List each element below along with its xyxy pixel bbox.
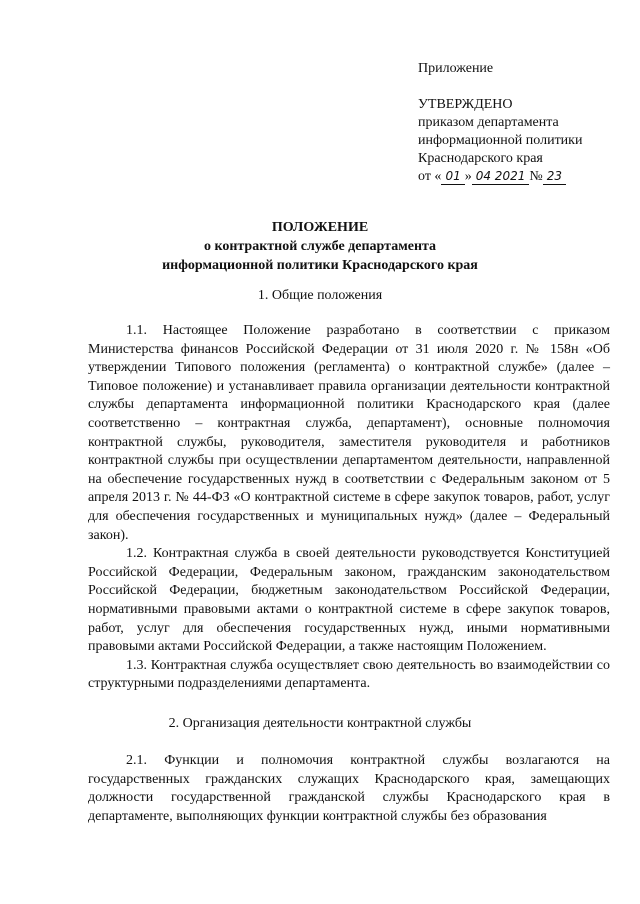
date-day: 01 bbox=[441, 169, 464, 185]
appendix-label: Приложение bbox=[418, 61, 494, 76]
section-1-body bbox=[88, 322, 610, 694]
date-rest: 04 2021 bbox=[472, 169, 530, 185]
section-2-body bbox=[88, 752, 610, 826]
section-2-heading: 2. Организация деятельности контрактной службы bbox=[168, 716, 472, 731]
approval-block bbox=[418, 60, 582, 186]
approval-line-3: Краснодарского края bbox=[418, 151, 543, 166]
paragraph-1-3: 1.3. Контрактная служба осуществляет свою деятельность во взаимодействии со структурными подразделениями департамента. bbox=[88, 657, 610, 692]
approved-label: УТВЕРЖДЕНО bbox=[418, 97, 513, 112]
paragraph-1-2: 1.2. Контрактная служба в своей деятельности руководствуется Конституцией Российской Федерации, Федеральным законом, гражданским законодательством Российской Федерации, бюджетным законодательством Российской Федерации, нормативными правовыми актами о контрактной системе в сфере закупок товаров, работ, услуг для обеспечения государственных нужд, иными нормативными правовыми актами Российской Федерации, а также настоящим Положением. bbox=[88, 546, 610, 655]
spacer bbox=[418, 78, 582, 96]
number-prefix: № bbox=[529, 169, 543, 184]
date-prefix: от « bbox=[418, 169, 442, 184]
approval-line-2: информационной политики bbox=[418, 133, 583, 148]
date-mid: » bbox=[464, 169, 472, 184]
approval-line-1: приказом департамента bbox=[418, 115, 559, 130]
document-title bbox=[0, 218, 640, 275]
approval-date-line bbox=[418, 168, 582, 186]
title-sub-1: о контрактной службе департамента bbox=[203, 239, 437, 254]
title-main: ПОЛОЖЕНИЕ bbox=[271, 220, 369, 235]
order-number: 23 bbox=[543, 169, 566, 185]
title-sub-2: информационной политики Краснодарского края bbox=[162, 258, 478, 273]
paragraph-1-1: 1.1. Настоящее Положение разработано в соответствии с приказом Министерства финансов Российской Федерации от 31 июля 2020 г. № 158н «Об утверждении Типового положения (регламента) о контрактной службе» (далее – Типовое положение) и устанавливает правила организации деятельности контрактной службы департамента информационной политики Краснодарского края (далее соответственно – контрактная служба, департамент), основные полномочия контрактной службы, руководителя, заместителя руководителя и работников контрактной службы при осуществлении департаментом деятельности, направленной на обеспечение государственных нужд в соответствии с Федеральным законом от 5 апреля 2013 г. № 44-ФЗ «О контрактной системе в сфере закупок товаров, работ, услуг для обеспечения государственных и муниципальных нужд» (далее – Федеральный закон). bbox=[88, 323, 610, 543]
section-1-heading: 1. Общие положения bbox=[257, 288, 383, 303]
paragraph-2-1: 2.1. Функции и полномочия контрактной службы возлагаются на государственных гражданских служащих Краснодарского края, замещающих должности государственной гражданской службы Краснодарского края в департаменте, выполняющих функции контрактной службы без образования bbox=[88, 753, 610, 824]
